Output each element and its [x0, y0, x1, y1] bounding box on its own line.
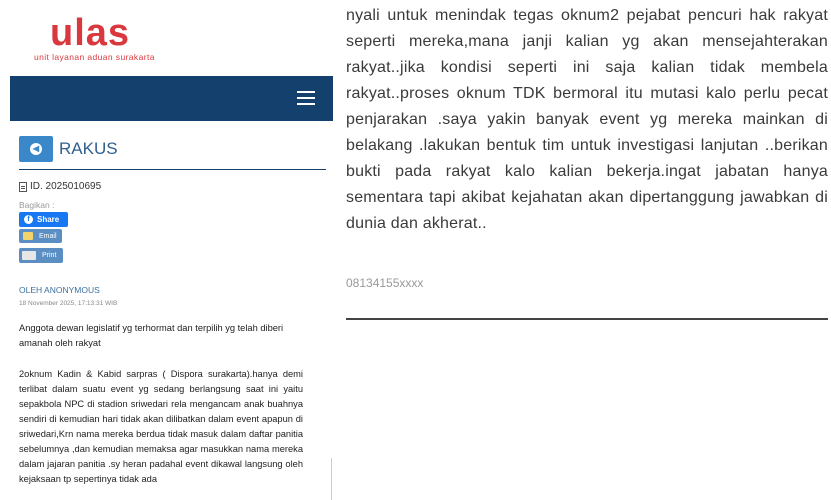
post-timestamp: 18 November 2025, 17:13:31 WIB	[19, 300, 118, 307]
envelope-icon	[23, 232, 33, 240]
post-title-row	[19, 136, 118, 162]
print-button[interactable]	[19, 248, 63, 263]
logo-tagline: unit layanan aduan surakarta	[34, 52, 155, 62]
share-label: Bagikan :	[19, 200, 55, 210]
hamburger-menu-icon[interactable]	[297, 91, 315, 105]
vertical-divider	[331, 458, 332, 500]
facebook-share-button[interactable]	[19, 212, 68, 227]
post-continuation-text: nyali untuk menindak tegas oknum2 pejabat pencuri hak rakyat seperti mereka,mana janji kalian yg akan mensejahterakan rakyat..jika kondisi seperti ini saja kalian tidak membela rakyat..proses oknum TDK bermoral itu mutasi kalo perlu pecat penjarakan .saya yakin banyak event yg mereka mainkan di belakang .lakukan bentuk tim untuk investigasi lanjutan ..berikan bukti pada rakyat kalo kalian bekerja.ingat jabatan hanya sementara tapi akibat kejahatan akan dipertanggung jawabkan di dunia dan akherat..	[346, 7, 828, 232]
email-share-button[interactable]	[19, 229, 62, 243]
logo-wordmark: ulas	[50, 12, 131, 54]
facebook-share-label: Share	[37, 215, 60, 224]
site-logo[interactable]	[30, 14, 200, 64]
back-button[interactable]	[19, 136, 53, 162]
post-paragraph-2: 2oknum Kadin & Kabid sarpras ( Dispora surakarta).hanya demi terlibat dalam suatu event yg sedang berlangsung saat ini yaitu sepakbola NPC di stadion sriwedari rela mengancam anak buahnya sendiri di kemudian hari tidak akan dilibatkan dalam event apapun di sriwedari,Krn nama mereka berdua tidak masuk dalam daftar panitia sebelumnya ,dan kemudian memaksa agar masukkan nama mereka dalam jajaran panitia .sy heran padahal event dikawal langsung oleh kejaksaan tp sepertinya tidak ada	[19, 369, 303, 484]
printer-icon	[22, 251, 36, 260]
back-arrow-icon: ◀	[30, 143, 42, 155]
facebook-icon: f	[24, 215, 33, 224]
document-icon	[19, 182, 27, 192]
navbar	[10, 76, 333, 121]
post-id	[19, 181, 101, 192]
left-panel	[0, 0, 333, 500]
post-title: RAKUS	[59, 139, 118, 158]
print-label: Print	[42, 252, 57, 259]
reporter-phone: 08134155xxxx	[346, 276, 424, 290]
post-paragraph-1: Anggota dewan legislatif yg terhormat dan terpilih yg telah diberi amanah oleh rakyat	[19, 323, 284, 348]
post-id-label: ID. 2025010695	[30, 181, 102, 192]
email-share-label: Email	[39, 232, 57, 240]
content-divider	[346, 318, 828, 320]
post-author: OLEH ANONYMOUS	[19, 285, 100, 295]
title-divider	[19, 169, 326, 170]
right-panel	[344, 0, 831, 500]
